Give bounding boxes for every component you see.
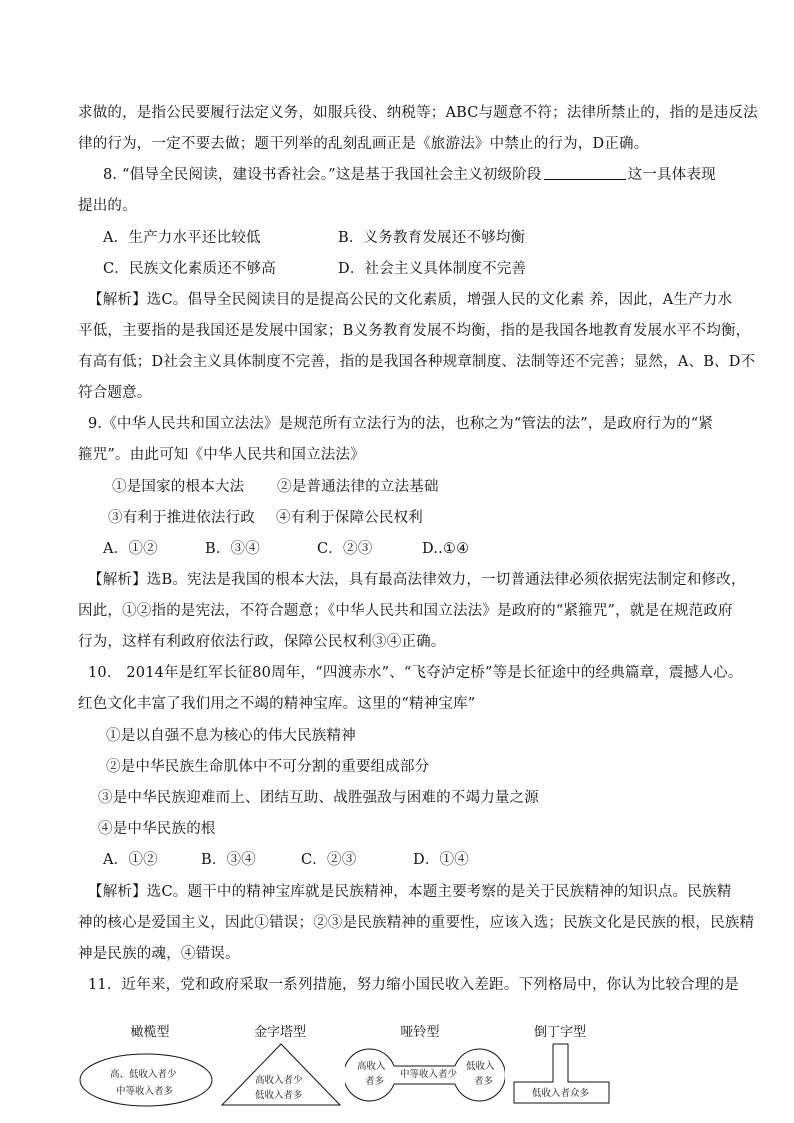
- q8-stem-line-2: 提出的。: [78, 198, 137, 214]
- q9-item-2: ②是普通法律的立法基础: [277, 479, 439, 495]
- q9-analysis-line-1: 【解析】选B。宪法是我国的根本大法，具有最高法律效力，一切普通法律必须依据宪法制定和修改，: [88, 572, 746, 588]
- q9-item-4: ④有利于保障公民权利: [276, 510, 423, 526]
- q7-analysis-line-2: 律的行为，一定不要去做；题干列举的乱刻乱画正是《旅游法》中禁止的行为，D正确。: [78, 136, 649, 152]
- q8-answer-blank: [544, 165, 626, 180]
- q8-analysis-line-1: 【解析】选C。倡导全民阅读目的是提高公民的文化素质，增强人民的文化素 养，因此，A生产力水: [88, 292, 733, 308]
- q9-stem-line-2: 箍咒”。由此可知《中华人民共和国立法法》: [78, 447, 365, 463]
- q10-option-a: A．①②: [103, 852, 158, 868]
- q9-option-c: C．②③: [317, 541, 373, 557]
- q9-items-row-1: [112, 477, 772, 497]
- q9-stem-line-1: 9.《中华人民共和国立法法》是规范所有立法行为的法，也称之为“管法的法”，是政府行为的“紧: [88, 416, 714, 432]
- olive-diagram-title: 橄榄型: [130, 1025, 170, 1040]
- q10-analysis-line-3: 神是民族的魂，④错误。: [78, 946, 240, 962]
- q10-stem-line-2: 红色文化丰富了我们用之不竭的精神宝库。这里的“精神宝库”: [78, 696, 476, 712]
- q9-analysis-line-2: 因此，①②指的是宪法，不符合题意；《中华人民共和国立法法》是政府的“紧箍咒”，就是在规范政府: [78, 603, 733, 619]
- q10-option-c: C．②③: [301, 852, 357, 868]
- dumbbell-diagram-right-line-1: 低收入: [466, 1061, 495, 1072]
- q10-options-row: [103, 850, 763, 870]
- q8-options-row-1: [103, 228, 763, 248]
- q9-analysis-line-3: 行为，这样有利政府依法行政，保障公民权利③④正确。: [78, 634, 446, 650]
- q10-analysis-line-2: 神的核心是爱国主义，因此①错误；②③是民族精神的重要性，应该入选；民族文化是民族的根，民族精: [78, 915, 755, 931]
- q7-analysis-line-1: 求做的，是指公民要履行法定义务，如服兵役、纳税等；ABC与题意不符；法律所禁止的，指的是违反法: [78, 105, 758, 121]
- q8-analysis-line-2: 平低，主要指的是我国还是发展中国家；B义务教育发展不均衡，指的是我国各地教育发展水平不均衡，: [78, 323, 751, 339]
- q10-stem-line-1: 10． 2014年是红军长征80周年，“四渡赤水”、“飞夺泸定桥”等是长征途中的经典篇章，震撼人心。: [88, 665, 743, 681]
- q9-option-a: A．①②: [103, 541, 158, 557]
- q8-option-d: D．社会主义具体制度不完善: [338, 261, 527, 277]
- q8-stem-part-a: 8. “倡导全民阅读，建设书香社会。”这是基于我国社会主义初级阶段: [103, 167, 542, 183]
- q10-item-1: ①是以自强不息为核心的伟大民族精神: [106, 728, 356, 744]
- dumbbell-diagram-left-line-1: 高收入: [357, 1061, 386, 1072]
- q8-analysis-line-3: 有高有低；D社会主义具体制度不完善，指的是我国各种规章制度、法制等还不完善；显然，A、B、D不: [78, 354, 756, 370]
- q9-item-1: ①是国家的根本大法: [112, 479, 245, 495]
- pyramid-diagram-line-2: 低收入者多: [255, 1090, 303, 1101]
- inverted-t-diagram-base: 低收入者众多: [532, 1088, 590, 1099]
- q10-analysis-line-1: 【解析】选C。题干中的精神宝库就是民族精神，本题主要考察的是关于民族精神的知识点。民族精: [88, 884, 732, 900]
- inverted-t-diagram-title: 倒丁字型: [533, 1025, 586, 1040]
- dumbbell-diagram-left-line-2: 者多: [365, 1076, 385, 1087]
- pyramid-diagram-title: 金字塔型: [253, 1025, 306, 1040]
- q8-option-b: B．义务教育发展还不够均衡: [338, 230, 526, 246]
- q9-option-d: D..①④: [422, 541, 470, 557]
- dumbbell-diagram-right-line-2: 者多: [474, 1076, 494, 1087]
- pyramid-diagram-line-1: 高收入者少: [255, 1075, 303, 1086]
- q9-items-row-2: [108, 508, 768, 528]
- olive-diagram-line-1: 高、低收入者少: [110, 1069, 177, 1080]
- q10-item-3: ③是中华民族迎难而上、团结互助、战胜强敌与困难的不竭力量之源: [98, 790, 539, 806]
- q8-options-row-2: [103, 259, 763, 279]
- q8-stem-part-b: 这一具体表现: [627, 167, 716, 183]
- q8-option-a: A．生产力水平还比较低: [103, 230, 261, 246]
- dumbbell-diagram-title: 哑铃型: [400, 1025, 440, 1040]
- q8-stem: [103, 165, 763, 185]
- olive-diagram-line-2: 中等收入者多: [116, 1086, 174, 1097]
- q8-analysis-line-4: 符合题意。: [78, 385, 152, 401]
- q10-item-4: ④是中华民族的根: [98, 821, 216, 837]
- q10-option-d: D．①④: [413, 852, 469, 868]
- q9-option-b: B．③④: [205, 541, 260, 557]
- q8-option-c: C．民族文化素质还不够高: [103, 261, 276, 277]
- q9-item-3: ③有利于推进依法行政: [108, 510, 255, 526]
- q9-options-row: [103, 539, 763, 559]
- q10-item-2: ②是中华民族生命肌体中不可分割的重要组成部分: [106, 759, 430, 775]
- dumbbell-diagram-middle: 中等收入者少: [400, 1069, 458, 1080]
- q11-stem-line-1: 11．近年来，党和政府采取一系列措施，努力缩小国民收入差距。下列格局中，你认为比较合理的是: [88, 977, 739, 993]
- q10-option-b: B．③④: [201, 852, 256, 868]
